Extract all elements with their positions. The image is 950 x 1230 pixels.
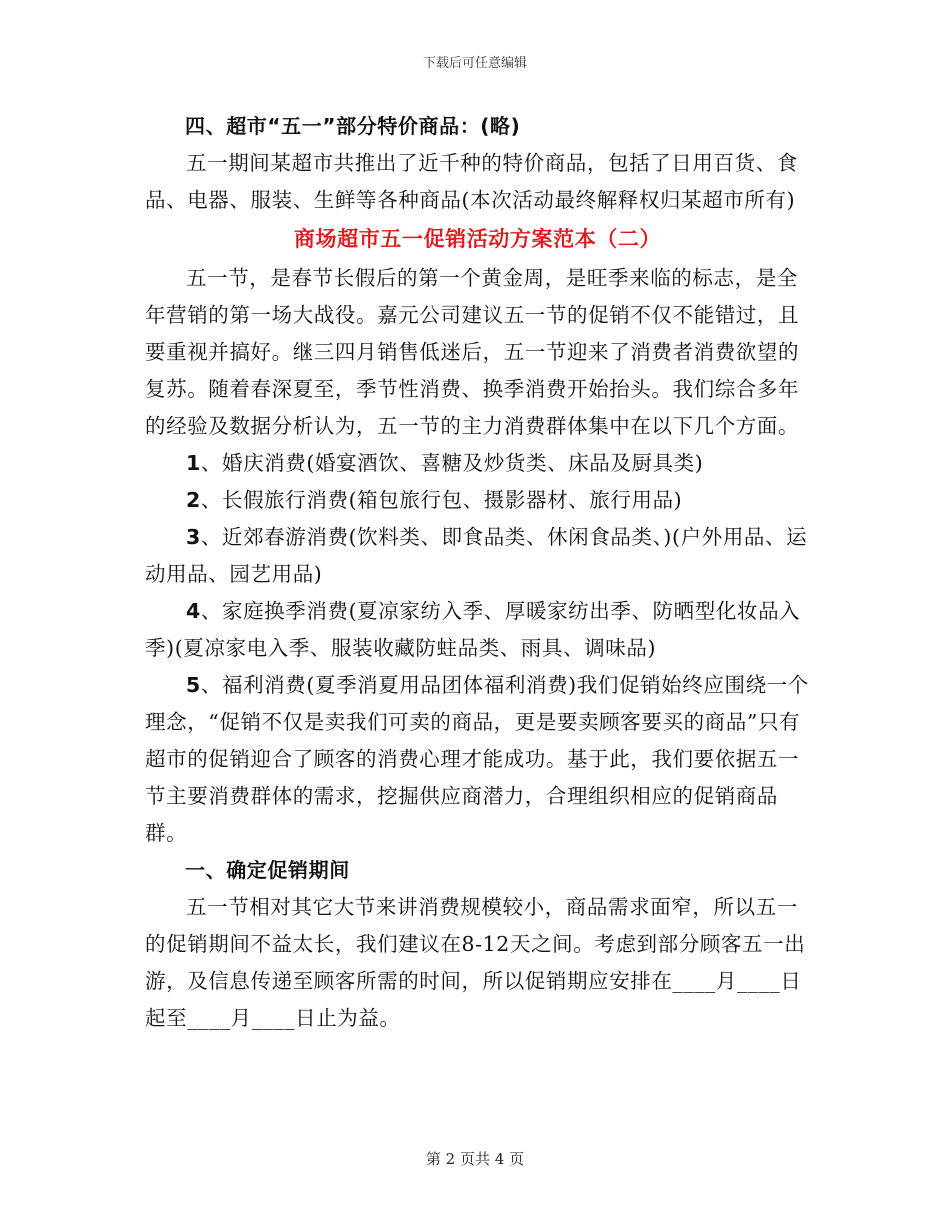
list-item-number: 4	[186, 599, 201, 623]
list-item-text: 、福利消费(夏季消夏用品团体福利消费)我们促销始终应围绕一个理念，“促销不仅是卖我们可卖的商品，更是要卖顾客要买的商品”只有超市的促销迎合了顾客的消费心理才能成功。基于此，我们要依据五一节主要消费群体的需求，挖掘供应商潜力，合理组织相应的促销商品群。	[145, 673, 809, 845]
list-item-text: 、长假旅行消费(箱包旅行包、摄影器材、旅行用品)	[200, 488, 683, 512]
section4-heading: 四、超市“五一”部分特价商品：(略)	[185, 114, 521, 138]
list-item	[145, 667, 810, 852]
section1-body: 五一节相对其它大节来讲消费规模较小，商品需求面窄，所以五一的促销期间不益太长，我们建议在8-12天之间。考虑到部分顾客五一出游，及信息传递至顾客所需的时间，所以促销期应安排在____月____日起至____月____日止为益。	[145, 895, 806, 1030]
list-item-number: 3	[186, 525, 201, 549]
list-item-text: 、近郊春游消费(饮料类、即食品类、休闲食品类、)(户外用品、运动用品、园艺用品)	[145, 525, 808, 586]
list-item	[145, 482, 810, 519]
list-item-number: 5	[186, 673, 201, 697]
list-item	[145, 519, 810, 593]
section4-body: 五一期间某超市共推出了近千种的特价商品，包括了日用百货、食品、电器、服装、生鲜等各种商品(本次活动最终解释权归某超市所有)	[145, 151, 798, 212]
list-item	[145, 593, 810, 667]
list-item	[145, 445, 810, 482]
document-title: 商场超市五一促销活动方案范本（二）	[293, 227, 662, 251]
list-item-number: 1	[186, 451, 201, 475]
list-item-text: 、家庭换季消费(夏凉家纺入季、厚暖家纺出季、防晒型化妆品入季)(夏凉家电入季、服装收藏防蛀品类、雨具、调味品)	[145, 599, 801, 660]
list-item-text: 、婚庆消费(婚宴酒饮、喜糖及炒货类、床品及厨具类)	[200, 451, 704, 475]
page-footer: 第 2 页共 4 页	[425, 1150, 525, 1168]
document-body	[145, 108, 810, 1037]
list-item-number: 2	[186, 488, 201, 512]
page-header: 下载后可任意编辑	[422, 56, 527, 71]
intro-paragraph: 五一节，是春节长假后的第一个黄金周，是旺季来临的标志，是全年营销的第一场大战役。嘉元公司建议五一节的促销不仅不能错过，且要重视并搞好。继三四月销售低迷后，五一节迎来了消费者消费欲望的复苏。随着春深夏至，季节性消费、换季消费开始抬头。我们综合多年的经验及数据分析认为，五一节的主力消费群体集中在以下几个方面。	[145, 266, 800, 438]
section1-heading: 一、确定促销期间	[185, 858, 350, 882]
